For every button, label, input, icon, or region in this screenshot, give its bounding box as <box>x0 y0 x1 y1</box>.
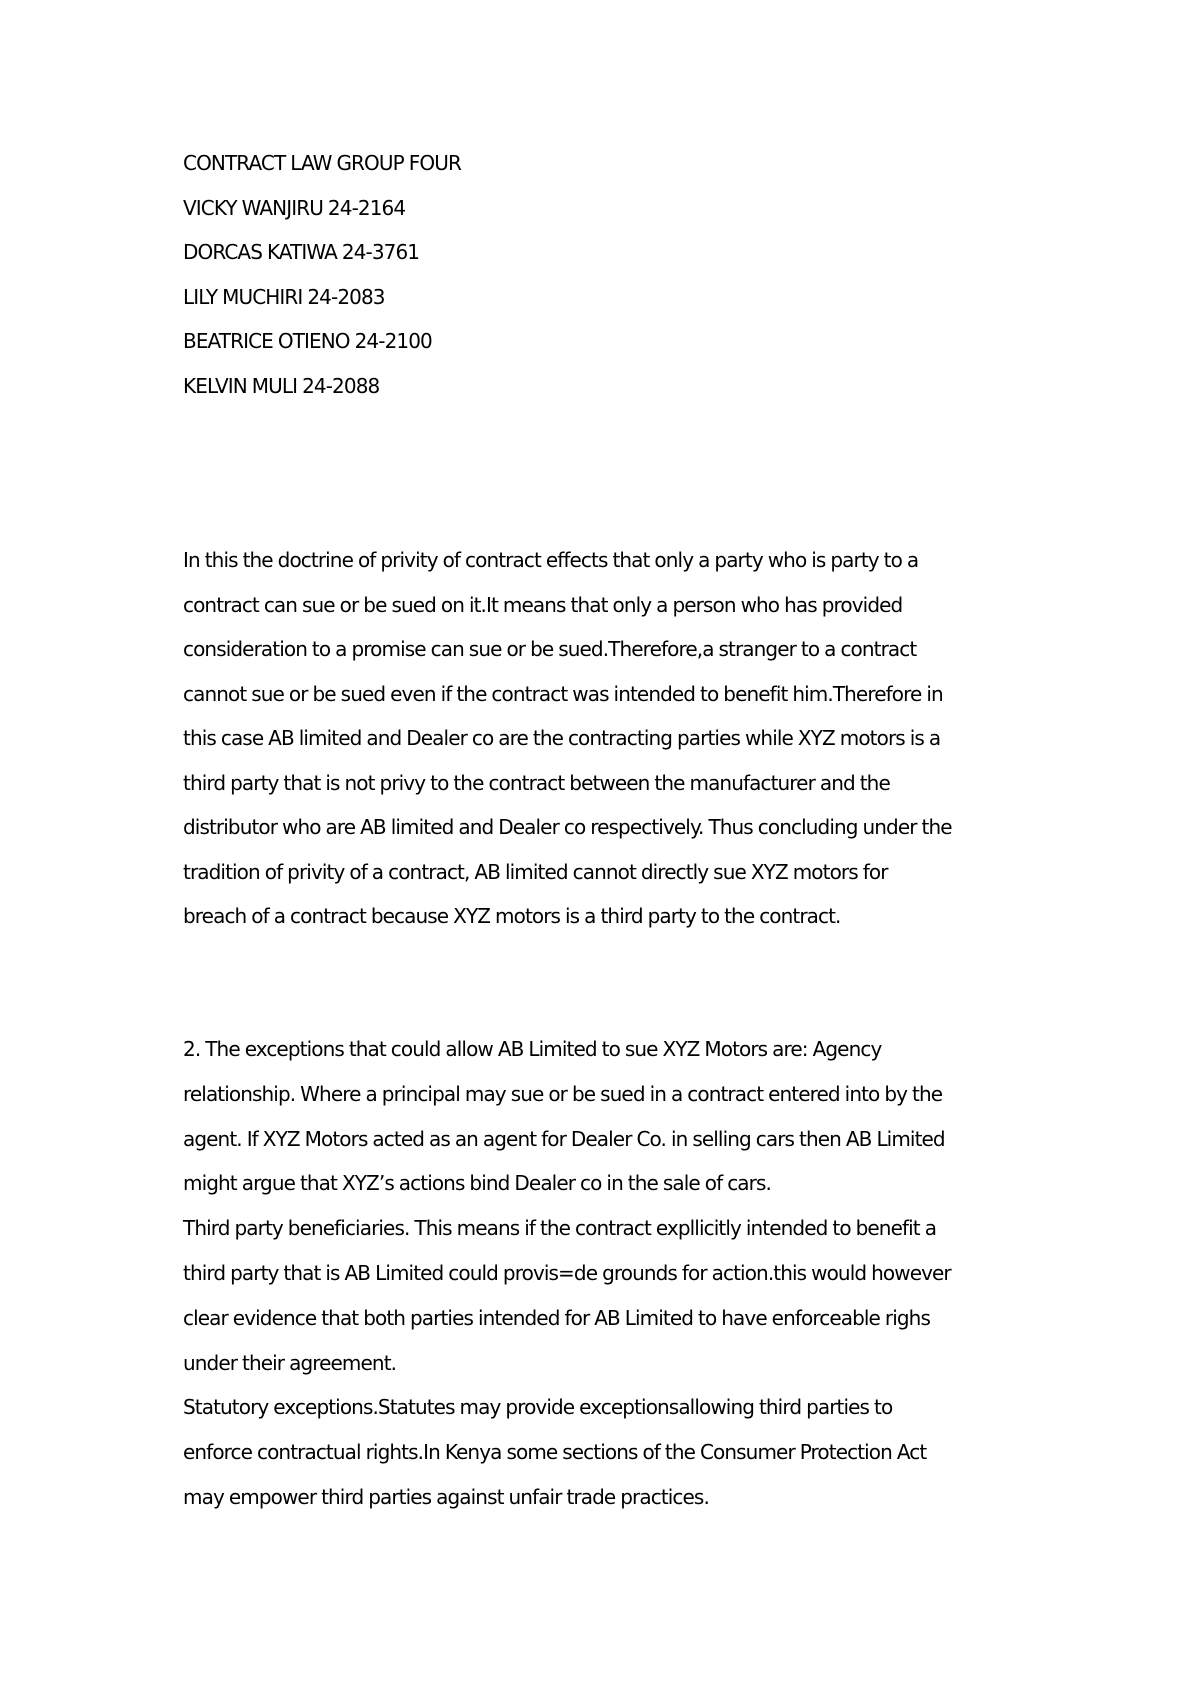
text-line: clear evidence that both parties intended for AB Limited to have enforceable righs <box>183 1305 930 1330</box>
text-line: breach of a contract because XYZ motors is a third party to the contract. <box>183 904 841 928</box>
text-line: third party that is not privy to the contract between the manufacturer and the <box>183 770 890 795</box>
text-line: agent. If XYZ Motors acted as an agent for Dealer Co. in selling cars then AB Limited <box>183 1126 945 1151</box>
text-line: this case AB limited and Dealer co are the contracting parties while XYZ motors is a <box>183 726 941 750</box>
text-line: enforce contractual rights.In Kenya some sections of the Consumer Protection Act <box>183 1440 927 1465</box>
member-line: KELVIN MULI 24-2088 <box>183 373 380 398</box>
text-line: In this the doctrine of privity of contract effects that only a party who is party to a <box>183 548 919 572</box>
text-line: cannot sue or be sued even if the contract was intended to benefit him.Therefore in <box>183 681 943 706</box>
text-line: 2. The exceptions that could allow AB Limited to sue XYZ Motors are: Agency <box>183 1037 882 1061</box>
member-line: BEATRICE OTIENO 24-2100 <box>183 329 432 353</box>
paragraph-exceptions <box>183 1027 1063 1520</box>
text-line: under their agreement. <box>183 1350 397 1375</box>
text-line: third party that is AB Limited could provis=de grounds for action.this would however <box>183 1260 951 1285</box>
text-line: contract can sue or be sued on it.It means that only a person who has provided <box>183 592 903 617</box>
text-line: tradition of privity of a contract, AB limited cannot directly sue XYZ motors for <box>183 859 888 884</box>
text-line: consideration to a promise can sue or be sued.Therefore,a stranger to a contract <box>183 637 917 661</box>
member-line: VICKY WANJIRU 24-2164 <box>183 195 406 220</box>
text-line: relationship. Where a principal may sue or be sued in a contract entered into by the <box>183 1081 943 1106</box>
text-line: may empower third parties against unfair trade practices. <box>183 1484 709 1509</box>
member-line: LILY MUCHIRI 24-2083 <box>183 284 385 309</box>
document-title: CONTRACT LAW GROUP FOUR <box>183 151 461 175</box>
member-line: DORCAS KATIWA 24-3761 <box>183 240 420 264</box>
text-line: Third party beneficiaries. This means if the contract expllicitly intended to benefit a <box>183 1216 937 1241</box>
text-line: distributor who are AB limited and Dealer co respectively. Thus concluding under the <box>183 815 952 839</box>
paragraph-privity <box>183 538 1063 939</box>
text-line: Statutory exceptions.Statutes may provide exceptionsallowing third parties to <box>183 1395 893 1420</box>
group-header <box>183 141 1063 408</box>
text-line: might argue that XYZ’s actions bind Dealer co in the sale of cars. <box>183 1171 771 1196</box>
